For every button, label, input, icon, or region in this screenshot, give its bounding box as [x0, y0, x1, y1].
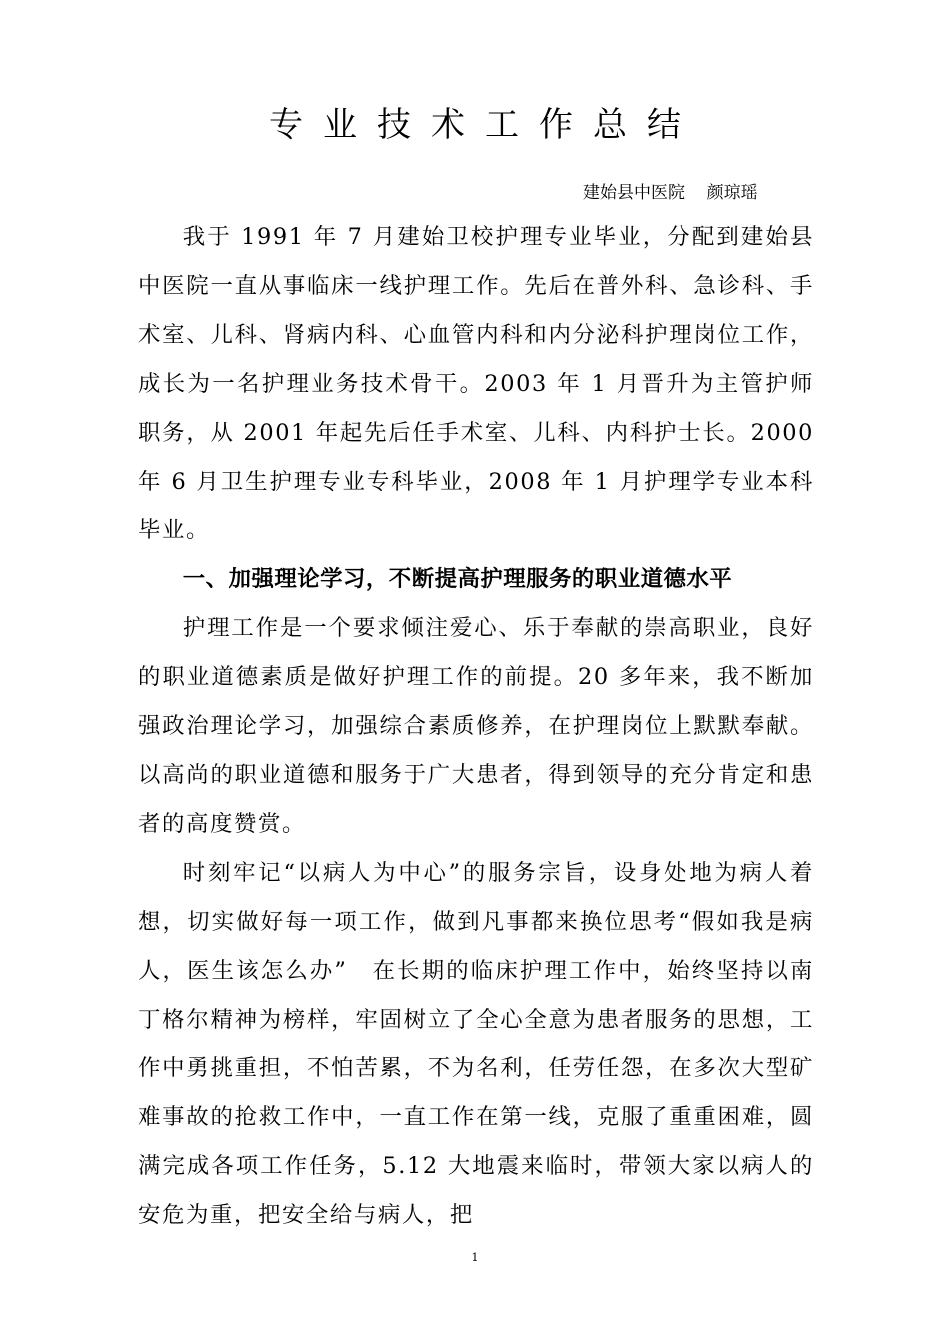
section-heading: 一、加强理论学习，不断提高护理服务的职业道德水平 — [182, 566, 733, 593]
paragraph-service: 时刻牢记“以病人为中心”的服务宗旨，设身处地为病人着想，切实做好每一项工作，做到凡事都来换位思考“假如我是病人，医生该怎么办” 在长期的临床护理工作中，始终坚持以南丁格尔精神为榜样，牢固树立了全心全意为患者服务的思想，工作中勇挑重担，不怕苦累，不为名利，任劳任怨，在多次大型矿难事故的抢救工作中，一直工作在第一线，克服了重重困难，圆满完成各项工作任务，5.12 大地震来临时，带领大家以病人的安危为重，把安全给与病人，把 — [138, 859, 814, 1229]
paragraph-intro: 我于 1991 年 7 月建始卫校护理专业毕业，分配到建始县中医院一直从事临床一线护理工作。先后在普外科、急诊科、手术室、儿科、肾病内科、心血管内科和内分泌科护理岗位工作，成长为一名护理业务技术骨干。2003 年 1 月晋升为主管护师职务，从 2001 年起先后任手术室、儿科、内科护士长。2000 年 6 月卫生护理专业专科毕业，2008 年 1 月护理学专业本科毕业。 — [138, 224, 814, 544]
document-body — [138, 213, 814, 1240]
page-number: 1 — [471, 1251, 479, 1264]
document-title: 专业技术工作总结 — [269, 105, 701, 145]
paragraph-ethics: 护理工作是一个要求倾注爱心、乐于奉献的崇高职业，良好的职业道德素质是做好护理工作的前提。20 多年来，我不断加强政治理论学习，加强综合素质修养，在护理岗位上默默奉献。以高尚的职业道德和服务于广大患者，得到领导的充分肯定和患者的高度赞赏。 — [138, 615, 814, 837]
author-byline: 建始县中医院 颜琼瑶 — [583, 183, 758, 203]
